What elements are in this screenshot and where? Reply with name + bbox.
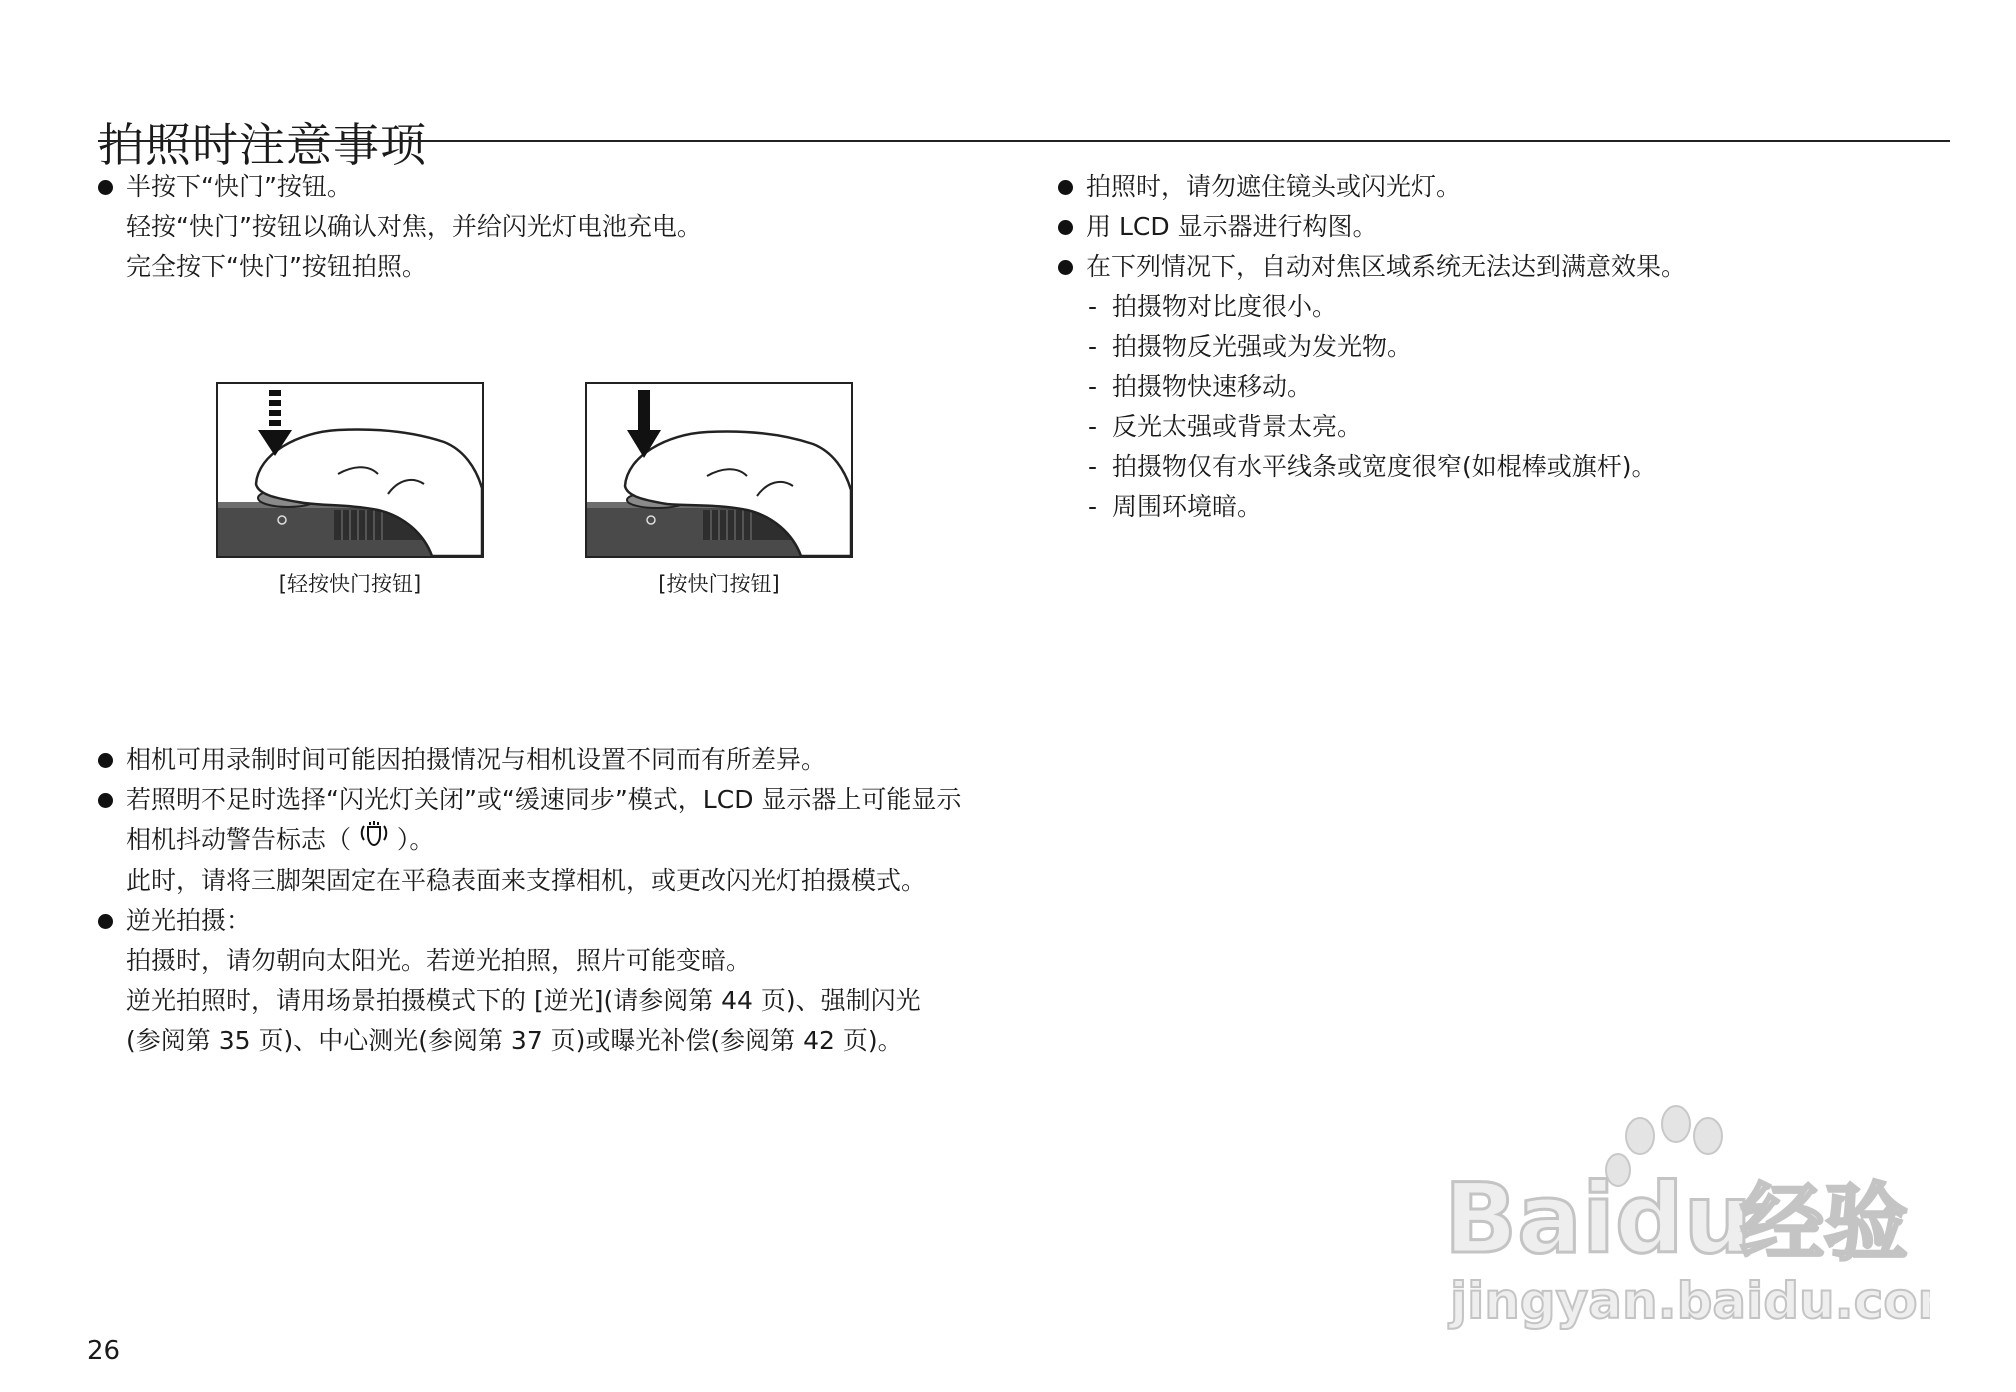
shutter-bullet-line2: 轻按“快门”按钮以确认对焦，并给闪光灯电池充电。 [126, 212, 702, 241]
half-press-caption: [轻按快门按钮] [278, 572, 422, 596]
left-top-section [98, 167, 998, 287]
left-bottom-section [98, 740, 1018, 1061]
watermark-url: jingyan.baidu.com [1450, 1272, 1930, 1330]
shake-warning-bullet [98, 780, 1018, 820]
autofocus-subitem: - 周围环境暗。 [1088, 492, 1263, 521]
page-title: 拍照时注意事项 [98, 117, 427, 172]
watermark-brand-cn: 经验 [1740, 1174, 1909, 1272]
lens-text: 拍照时，请勿遮住镜头或闪光灯。 [1086, 172, 1462, 201]
backlight-line3: 逆光拍照时，请用场景拍摄模式下的 [逆光](请参阅第 44 页)、强制闪光 [126, 986, 921, 1015]
shake-warning-line1: 若照明不足时选择“闪光灯关闭”或“缓速同步”模式，LCD 显示器上可能显示 [126, 785, 962, 814]
backlight-line1: 逆光拍摄： [126, 906, 252, 935]
watermark-brand: Baidu [1444, 1163, 1752, 1275]
recording-time-bullet [98, 740, 1018, 780]
autofocus-subitem: - 反光太强或背景太亮。 [1088, 412, 1363, 441]
lcd-bullet [1058, 207, 1958, 247]
shake-warning-line2 [98, 820, 1018, 861]
autofocus-subitem: - 拍摄物对比度很小。 [1088, 292, 1338, 321]
shutter-bullet-line3: 完全按下“快门”按钮拍照。 [126, 252, 427, 281]
camera-shake-warning-icon [359, 821, 389, 861]
shake-warning-line2-after: ）。 [396, 825, 435, 854]
autofocus-text: 在下列情况下，自动对焦区域系统无法达到满意效果。 [1086, 252, 1687, 281]
lens-bullet [1058, 167, 1958, 207]
title-rule [98, 140, 1950, 142]
shake-warning-line3: 此时，请将三脚架固定在平稳表面来支撑相机，或更改闪光灯拍摄模式。 [126, 866, 927, 895]
autofocus-bullet [1058, 247, 1958, 287]
shutter-bullet-line1: 半按下“快门”按钮。 [126, 172, 352, 201]
full-press-caption: [按快门按钮] [658, 572, 780, 596]
lcd-text: 用 LCD 显示器进行构图。 [1086, 212, 1378, 241]
autofocus-subitem: - 拍摄物仅有水平线条或宽度很窄(如棍棒或旗杆)。 [1088, 452, 1657, 481]
recording-time-text: 相机可用录制时间可能因拍摄情况与相机设置不同而有所差异。 [126, 745, 827, 774]
autofocus-subitem: - 拍摄物反光强或为发光物。 [1088, 332, 1413, 361]
autofocus-subitem: - 拍摄物快速移动。 [1088, 372, 1313, 401]
backlight-line2: 拍摄时，请勿朝向太阳光。若逆光拍照，照片可能变暗。 [126, 946, 752, 975]
shutter-bullet [98, 167, 998, 207]
half-press-figure [216, 382, 484, 558]
right-section [1058, 167, 1958, 527]
backlight-line4: (参阅第 35 页)、中心测光(参阅第 37 页)或曝光补偿(参阅第 42 页)。 [126, 1026, 903, 1055]
full-press-figure [585, 382, 853, 558]
page-number: 26 [87, 1336, 121, 1366]
baidu-watermark-logo [1440, 1100, 1930, 1330]
backlight-bullet [98, 901, 1018, 941]
shake-warning-line2-before: 相机抖动警告标志（ [126, 825, 352, 854]
